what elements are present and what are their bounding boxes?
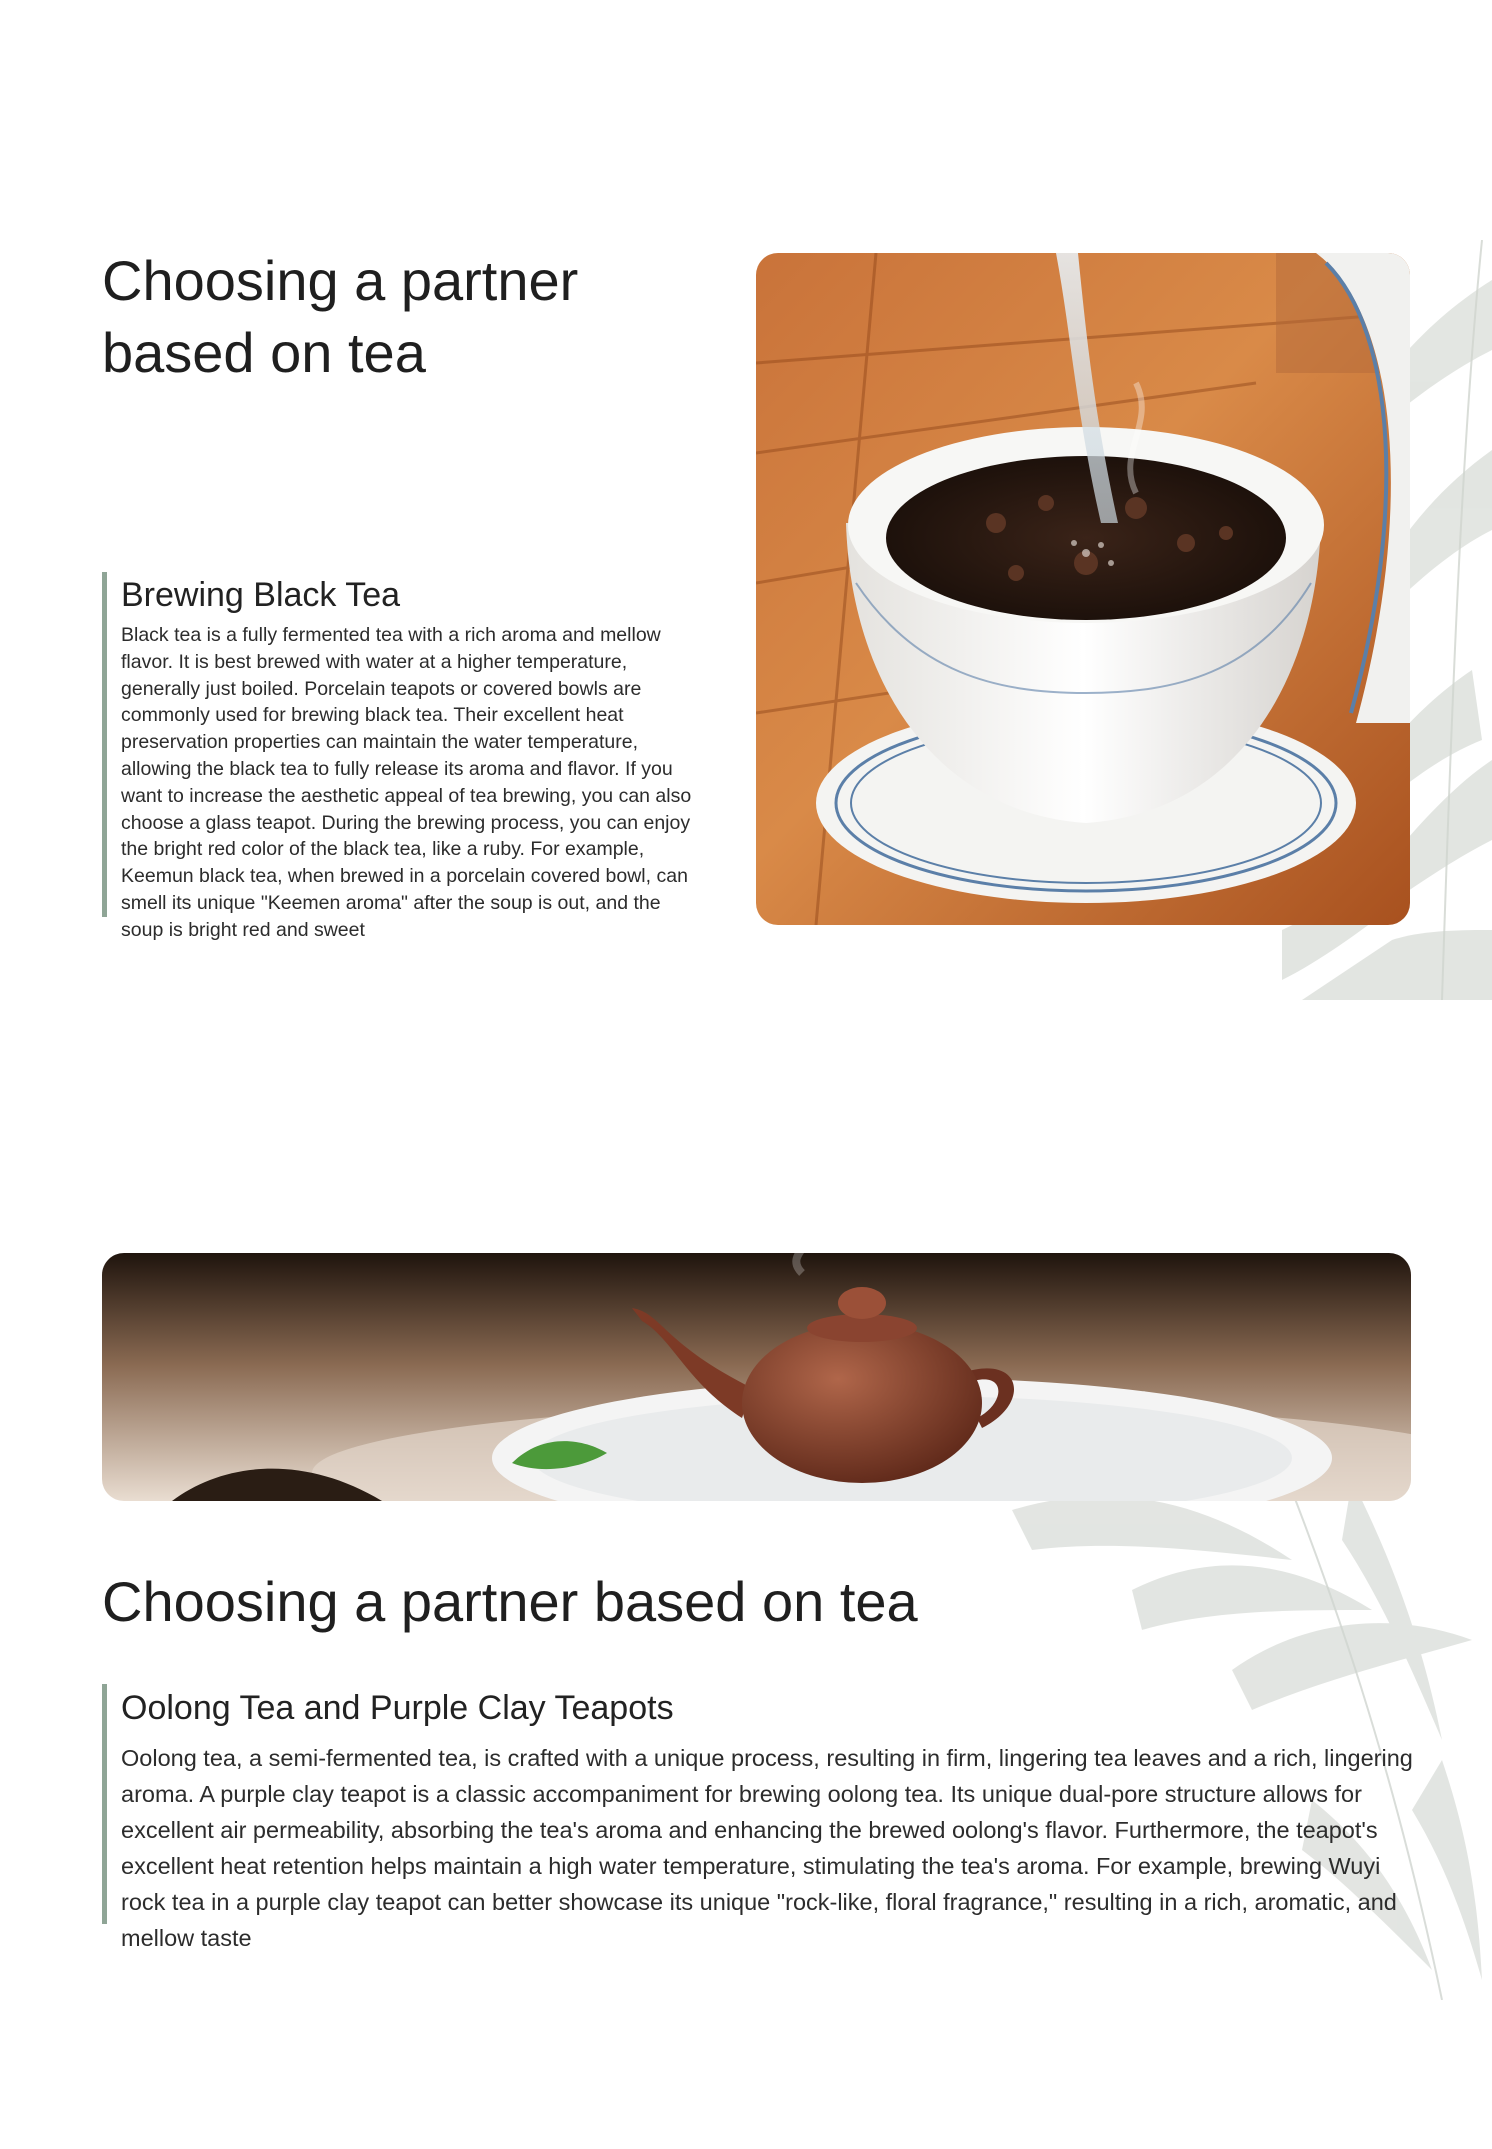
black-tea-gaiwan-photo bbox=[756, 253, 1410, 925]
black-tea-body: Black tea is a fully fermented tea with a rich aroma and mellow flavor. It is best brewed with water at a higher temperature, generally just boiled. Porcelain teapots or covered bowls are commonly used for brewing black tea. Their excellent heat preservation properties can maintain the water temperature, allowing the black tea to fully release its aroma and flavor. If you want to increase the aesthetic appeal of tea brewing, you can also choose a glass teapot. During the brewing process, you can enjoy the bright red color of the black tea, like a ruby. For example, Keemun black tea, when brewed in a porcelain covered bowl, can smell its unique "Keemen aroma" after the soup is out, and the soup is bright red and sweet bbox=[121, 624, 692, 941]
black-tea-heading: Brewing Black Tea bbox=[121, 576, 401, 614]
oolong-tea-heading: Oolong Tea and Purple Clay Teapots bbox=[121, 1689, 674, 1727]
page-title-bottom: Choosing a partner based on tea bbox=[102, 1570, 918, 1633]
oolong-tea-body: Oolong tea, a semi-fermented tea, is crafted with a unique process, resulting in firm, lingering tea leaves and a rich, lingering aroma. A purple clay teapot is a classic accompaniment for brewing oolong tea. Its unique dual-pore structure allows for excellent air permeability, absorbing the tea's aroma and enhancing the brewed oolong's flavor. Furthermore, the teapot's excellent heat retention helps maintain a high water temperature, stimulating the tea's aroma. For example, brewing Wuyi rock tea in a purple clay teapot can better showcase its unique "rock-like, floral fragrance," resulting in a rich, aromatic, and mellow taste bbox=[121, 1745, 1413, 1951]
purple-clay-teapot-photo bbox=[102, 1253, 1411, 1501]
black-tea-section bbox=[102, 572, 701, 941]
oolong-tea-section bbox=[102, 1684, 1431, 1951]
page-title-top: Choosing a partner based on tea bbox=[102, 249, 579, 384]
